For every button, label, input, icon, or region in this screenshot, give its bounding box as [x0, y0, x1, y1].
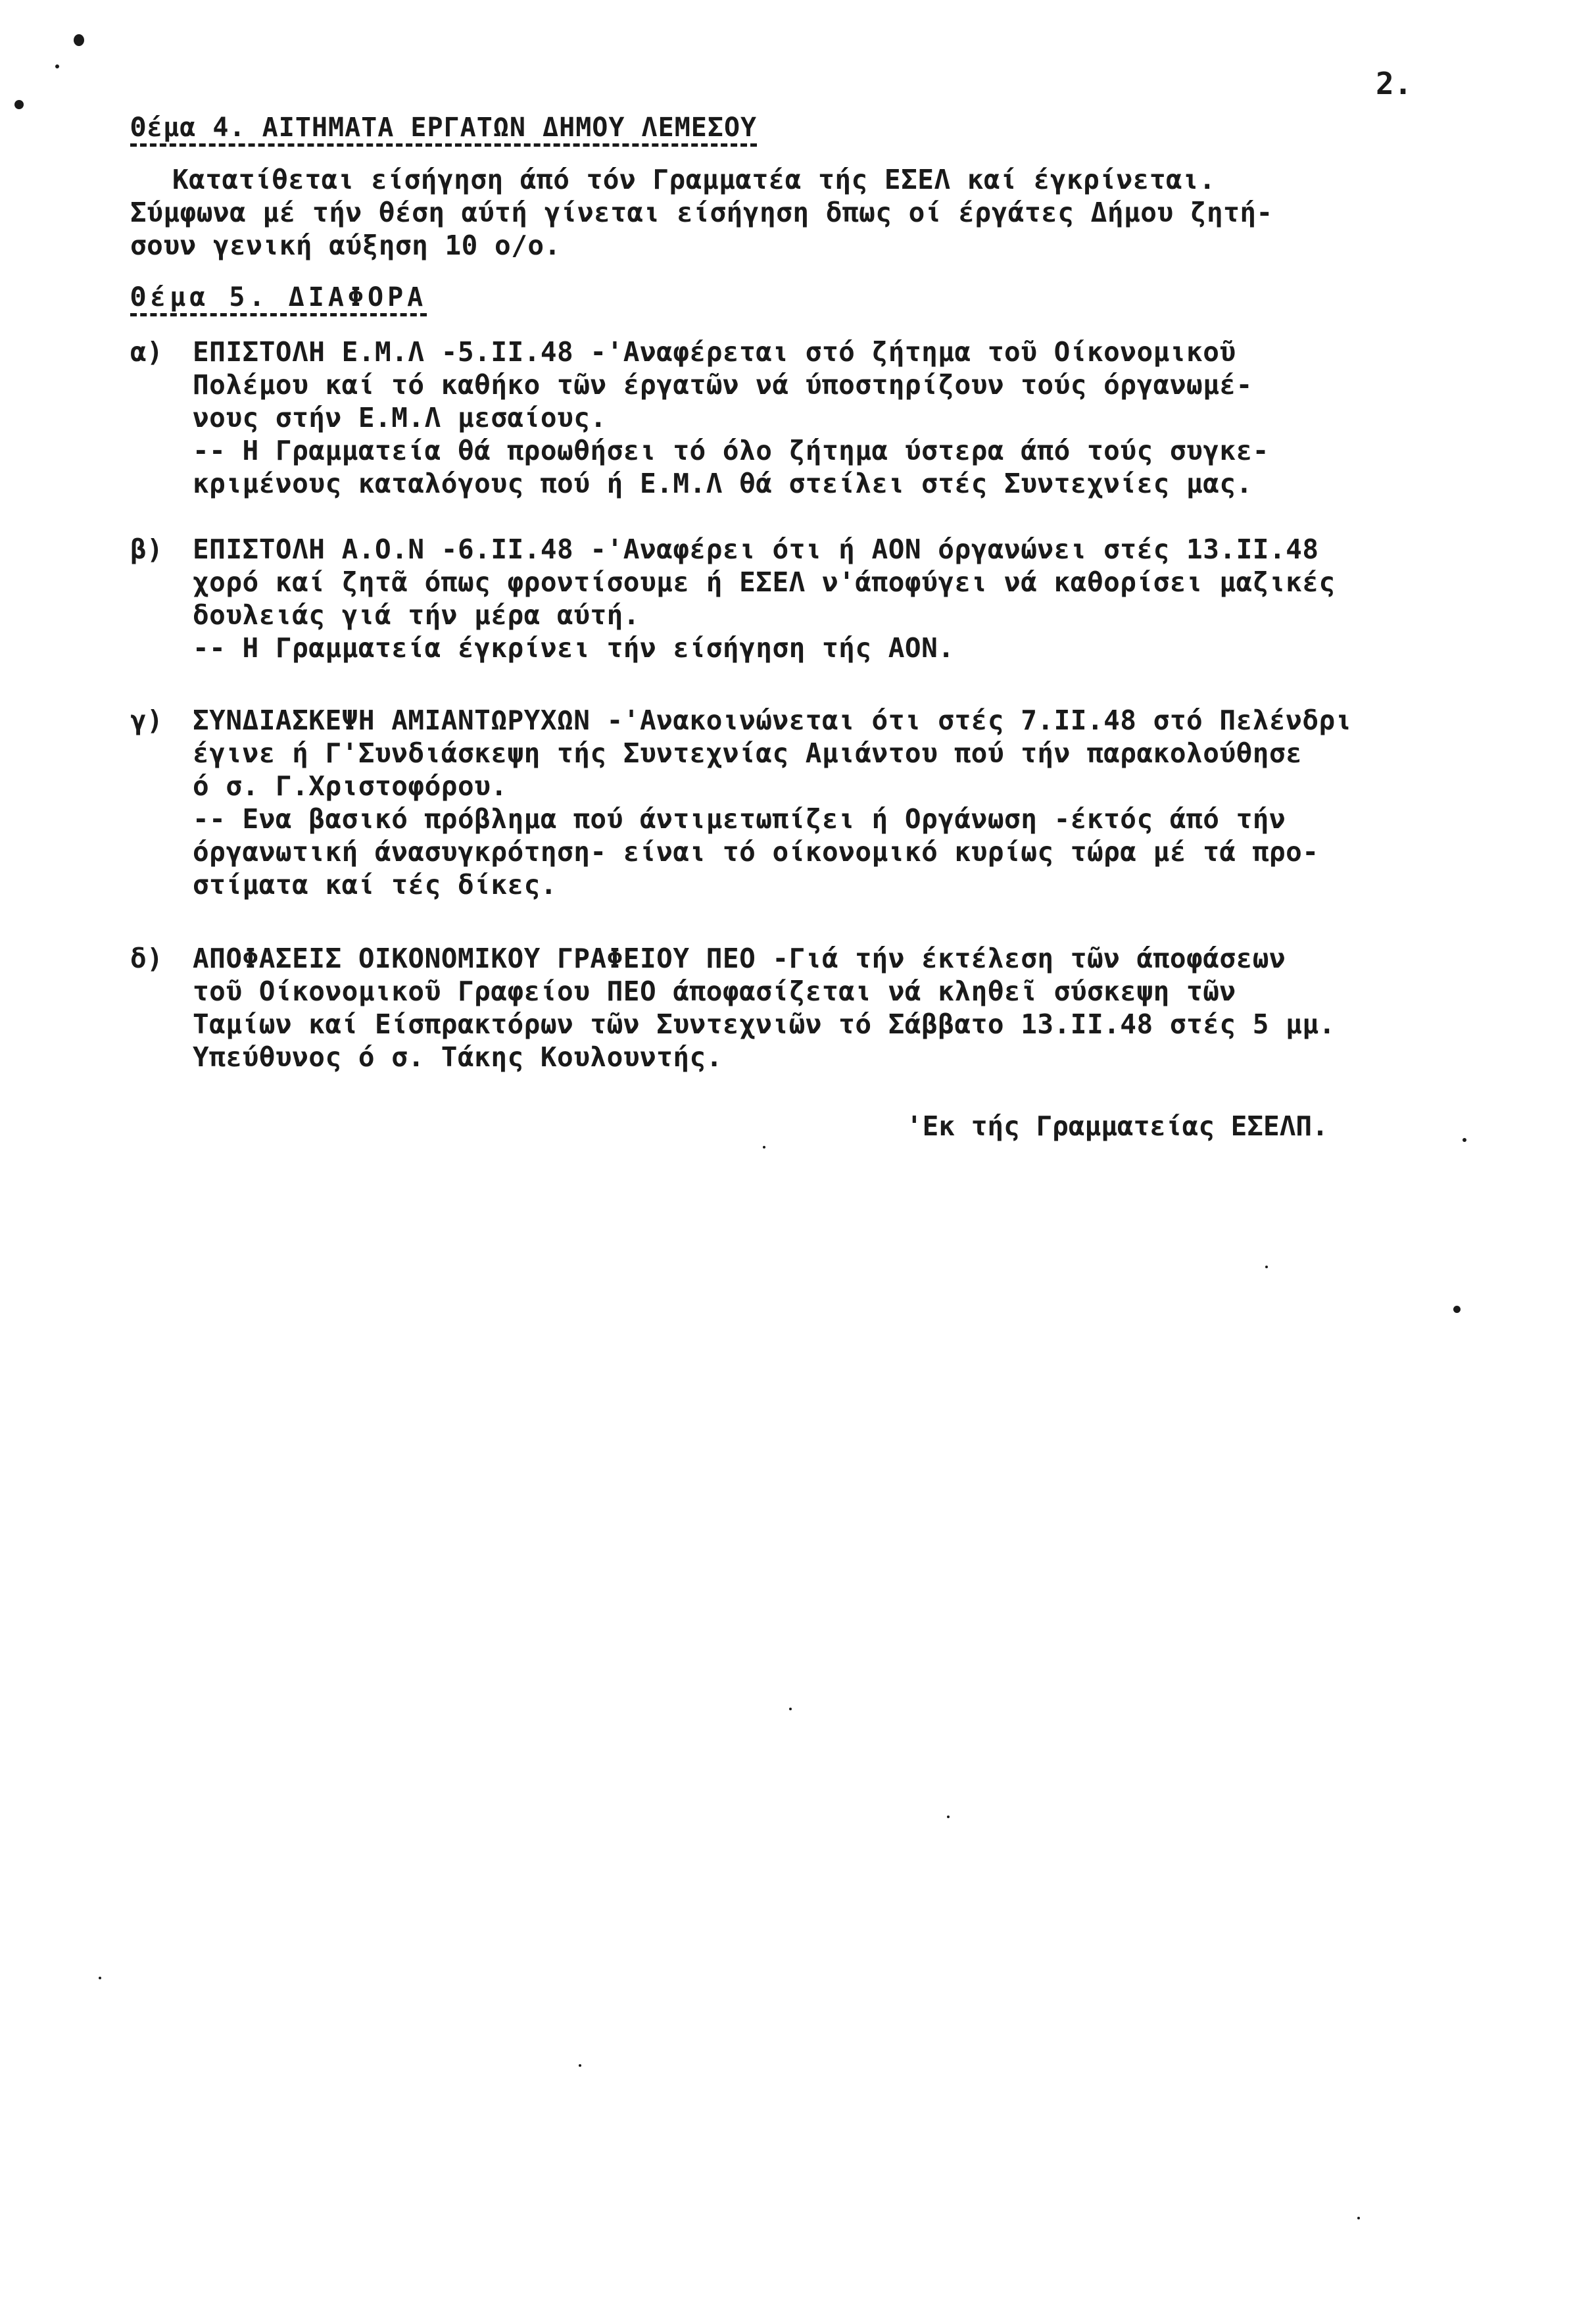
- body-line: Κατατίθεται είσήγηση άπό τόν Γραμματέα τής ΕΣΕΛ καί έγκρίνεται.: [172, 164, 1216, 195]
- item-line: χορό καί ζητᾶ όπως φροντίσουμε ή ΕΣΕΛ ν'άποφύγει νά καθορίσει μαζικές: [193, 566, 1336, 598]
- item-marker: α): [130, 336, 164, 368]
- item-line: ό σ. Γ.Χριστοφόρου.: [193, 770, 508, 802]
- signature-line: 'Εκ τής Γραμματείας ΕΣΕΛΠ.: [906, 1110, 1328, 1142]
- item-first-line: [130, 942, 1336, 975]
- scan-speck: [789, 1708, 792, 1710]
- item-marker: β): [130, 533, 164, 565]
- item-line: Πολέμου καί τό καθήκο τῶν έργατῶν νά ύποστηρίζουν τούς όργανωμέ-: [193, 369, 1253, 401]
- body-line: Σύμφωνα μέ τήν θέση αύτή γίνεται είσήγηση δπως οί έργάτες Δήμου ζητή-: [130, 197, 1273, 228]
- scan-speck: [14, 100, 24, 109]
- item-line: Υπεύθυνος ό σ. Τάκης Κουλουντής.: [193, 1041, 723, 1073]
- list-item: [130, 704, 1352, 901]
- scan-speck: [1357, 2217, 1360, 2219]
- body-line: σουν γενική αύξηση 10 ο/ο.: [130, 230, 561, 261]
- item-text: ΑΠΟΦΑΣΕΙΣ ΟΙΚΟΝΟΜΙΚΟΥ ΓΡΑΦΕΙΟΥ ΠΕΟ -Γιά τήν έκτέλεση τῶν άποφάσεων: [193, 943, 1286, 974]
- item-line: κριμένους καταλόγους πού ή Ε.Μ.Λ θά στείλει στές Συντεχνίες μας.: [193, 468, 1253, 499]
- scan-speck: [99, 1977, 101, 1979]
- scan-speck: [74, 34, 84, 46]
- item-line: έγινε ή Γ'Συνδιάσκεψη τής Συντεχνίας Αμιάντου πού τήν παρακολούθησε: [193, 737, 1303, 769]
- item-line: στίματα καί τές δίκες.: [193, 869, 558, 901]
- item-line: -- Η Γραμματεία θά προωθήσει τό όλο ζήτημα ύστερα άπό τούς συγκε-: [193, 435, 1269, 466]
- scan-speck: [947, 1816, 950, 1818]
- item-line: -- Ενα βασικό πρόβλημα πού άντιμετωπίζει ή Οργάνωση -έκτός άπό τήν: [193, 803, 1286, 835]
- list-item: [130, 335, 1269, 500]
- scan-speck: [55, 64, 59, 68]
- item-line: νους στήν Ε.Μ.Λ μεσαίους.: [193, 402, 607, 433]
- topic-4-heading: Θέμα 4. ΑΙΤΗΜΑΤΑ ΕΡΓΑΤΩΝ ΔΗΜΟΥ ΛΕΜΕΣΟΥ: [130, 113, 757, 147]
- item-text: ΕΠΙΣΤΟΛΗ Ε.Μ.Λ -5.ΙΙ.48 -'Αναφέρεται στό ζήτημα τοῦ Οίκονομικοῦ: [193, 336, 1236, 368]
- scan-speck: [579, 2064, 581, 2067]
- list-item: [130, 533, 1336, 664]
- item-marker: δ): [130, 943, 164, 974]
- item-first-line: [130, 533, 1336, 566]
- scan-speck: [763, 1146, 765, 1149]
- item-line: -- Η Γραμματεία έγκρίνει τήν είσήγηση τής ΑΟΝ.: [193, 632, 955, 664]
- item-first-line: [130, 704, 1352, 737]
- list-item: [130, 942, 1336, 1074]
- topic-4-body: [130, 163, 1273, 262]
- item-first-line: [130, 335, 1269, 368]
- item-text: ΕΠΙΣΤΟΛΗ Α.Ο.Ν -6.ΙΙ.48 -'Αναφέρει ότι ή ΑΟΝ όργανώνει στές 13.ΙΙ.48: [193, 533, 1319, 565]
- item-line: όργανωτική άνασυγκρότηση- είναι τό οίκονομικό κυρίως τώρα μέ τά προ-: [193, 836, 1319, 868]
- item-text: ΣΥΝΔΙΑΣΚΕΨΗ ΑΜΙΑΝΤΩΡΥΧΩΝ -'Ανακοινώνεται ότι στές 7.ΙΙ.48 στό Πελένδρι: [193, 705, 1352, 736]
- item-marker: γ): [130, 705, 164, 736]
- item-line: τοῦ Οίκονομικοῦ Γραφείου ΠΕΟ άποφασίζεται νά κληθεῖ σύσκεψη τῶν: [193, 976, 1236, 1007]
- item-line: δουλειάς γιά τήν μέρα αύτή.: [193, 599, 640, 631]
- page-number: 2.: [1376, 66, 1413, 101]
- scan-speck: [1265, 1266, 1268, 1268]
- item-line: Ταμίων καί Είσπρακτόρων τῶν Συντεχνιῶν τό Σάββατο 13.ΙΙ.48 στές 5 μμ.: [193, 1008, 1336, 1040]
- topic-5-heading: Θέμα 5. ΔΙΑΦΟΡΑ: [130, 283, 427, 316]
- scan-speck: [1463, 1138, 1466, 1142]
- scan-speck: [1453, 1306, 1461, 1313]
